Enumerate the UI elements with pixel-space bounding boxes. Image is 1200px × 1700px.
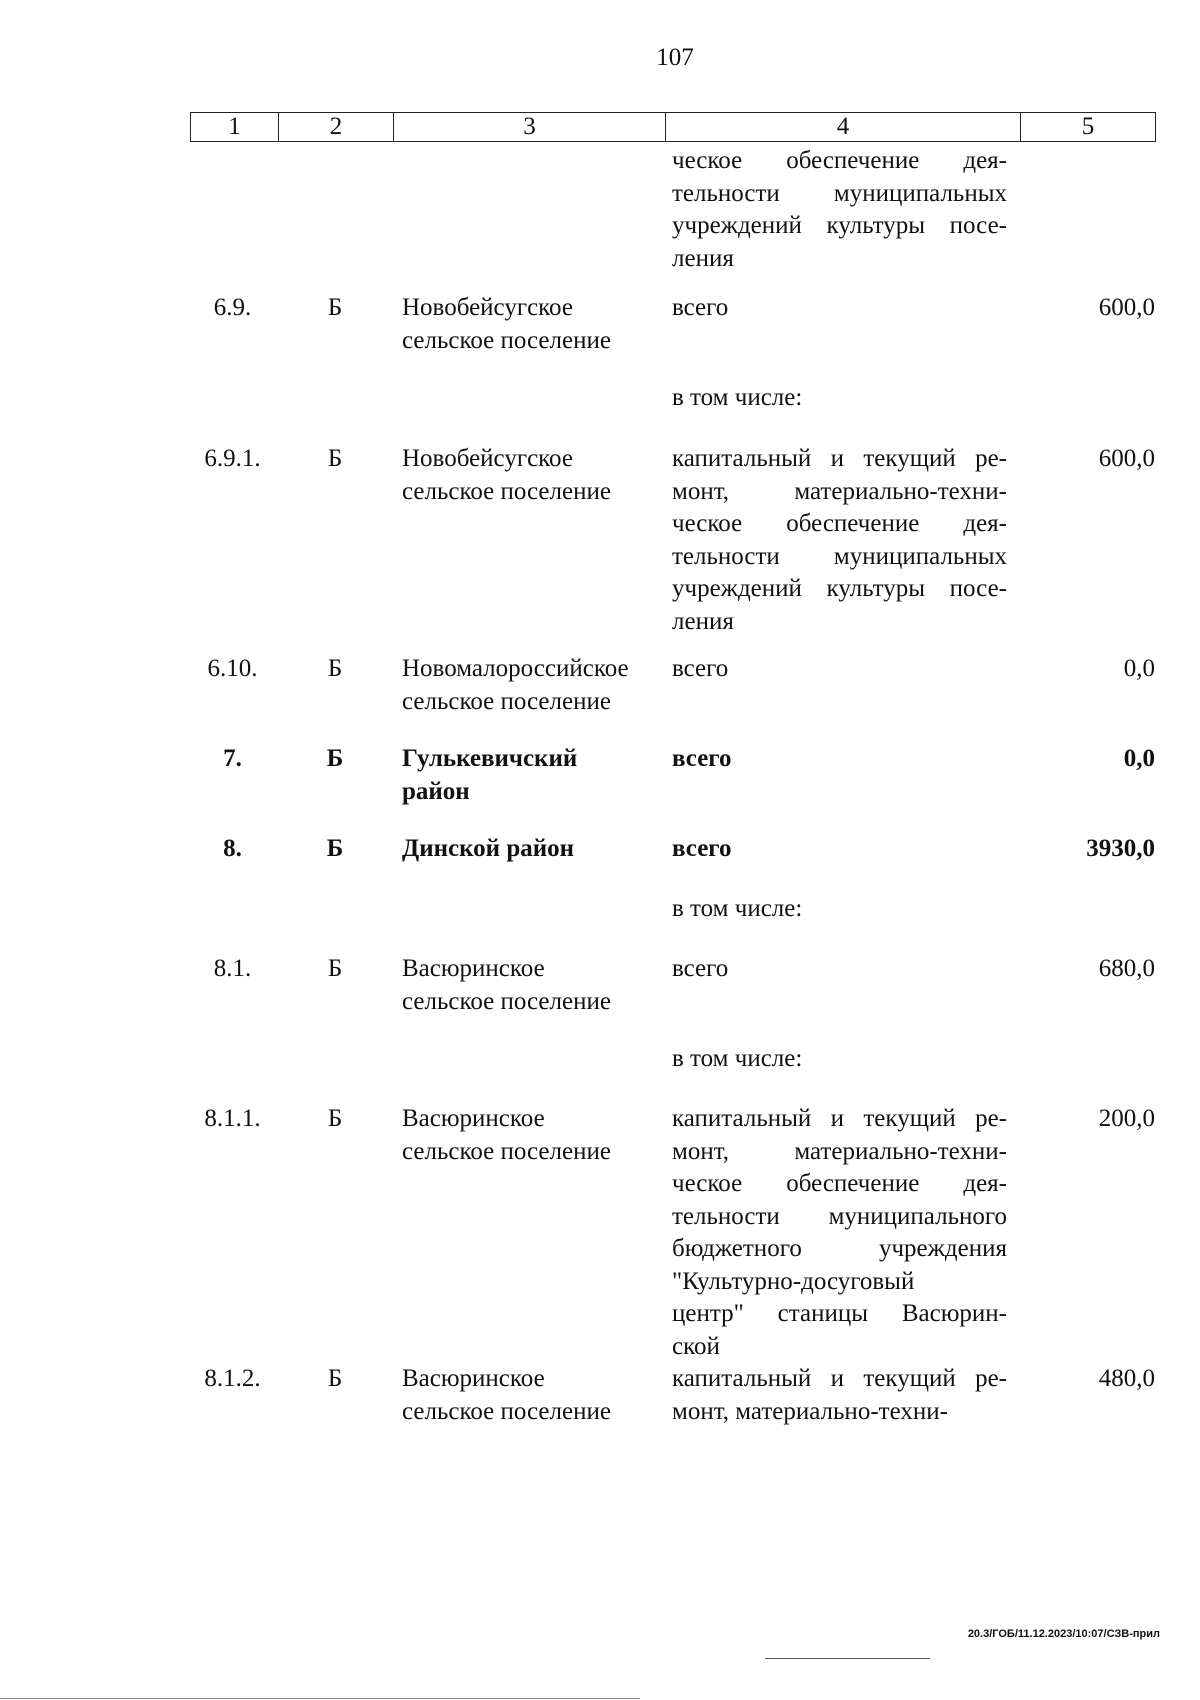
row-category: Б [326, 835, 344, 862]
row-number: 6.10. [207, 655, 258, 682]
municipality-line: сельское поселение [402, 687, 611, 715]
row-amount: 600,0 [1098, 445, 1155, 472]
row-number: 7. [223, 745, 242, 772]
row-category: Б [327, 955, 343, 982]
description-line: всего [672, 294, 729, 321]
row-municipality [402, 653, 662, 718]
description-line: тельности муниципальных [672, 179, 1007, 207]
row-municipality [402, 292, 662, 357]
description-line: всего [672, 655, 729, 682]
description-line: всего [672, 745, 732, 772]
municipality-line: Новобейсугское [402, 445, 573, 472]
row-description [672, 1103, 1007, 1363]
description-line: бюджетного учреждения [672, 1235, 1007, 1262]
description-line: в том числе: [672, 895, 803, 922]
municipality-line: сельское поселение [402, 987, 611, 1015]
row-description [672, 833, 1007, 866]
row-amount: 680,0 [1098, 955, 1155, 982]
row-description [672, 443, 1007, 638]
row-category: Б [327, 655, 343, 682]
column-number-header [190, 112, 1156, 142]
description-line: капитальный и текущий ре- [672, 1105, 1007, 1132]
row-description [672, 1043, 1007, 1076]
row-amount: 3930,0 [1086, 835, 1155, 862]
description-line: учреждений культуры посе- [672, 212, 1007, 239]
row-description [672, 292, 1007, 325]
row-description [672, 145, 1007, 275]
row-municipality [402, 743, 662, 808]
row-description [672, 382, 1007, 415]
municipality-line: сельское поселение [402, 1397, 611, 1425]
description-line: всего [672, 955, 729, 982]
row-description [672, 893, 1007, 926]
header-col-4: 4 [666, 113, 1021, 142]
row-number: 6.9. [213, 294, 252, 321]
description-line: монт, материально-техни- [672, 1397, 948, 1425]
municipality-line: Новомалороссийское [402, 655, 629, 682]
description-line: ческое обеспечение дея- [672, 1170, 1007, 1197]
description-line: учреждений культуры посе- [672, 575, 1007, 602]
row-municipality [402, 833, 662, 866]
description-line: ской [672, 1332, 720, 1360]
description-line: ления [672, 244, 734, 272]
municipality-line: сельское поселение [402, 326, 611, 354]
row-amount: 600,0 [1098, 294, 1155, 321]
description-line: в том числе: [672, 384, 803, 411]
row-number: 8.1.1. [204, 1105, 261, 1132]
description-line: ческое обеспечение дея- [672, 147, 1007, 174]
description-line: всего [672, 835, 732, 862]
row-municipality [402, 953, 662, 1018]
municipality-line: Васюринское [402, 955, 545, 982]
description-line: тельности муниципальных [672, 542, 1007, 570]
page-number: 107 [656, 44, 694, 71]
description-line: в том числе: [672, 1045, 803, 1072]
description-line: ления [672, 607, 734, 635]
municipality-line: Васюринское [402, 1105, 545, 1132]
row-amount: 480,0 [1098, 1365, 1155, 1392]
municipality-line: Васюринское [402, 1365, 545, 1392]
description-line: центр" станицы Васюрин- [672, 1300, 1007, 1327]
document-code: 20.3/ГОБ/11.12.2023/10:07/СЗВ-прил [967, 1628, 1160, 1640]
row-category: Б [327, 445, 343, 472]
municipality-line: район [402, 777, 470, 805]
scan-edge-line [0, 1698, 640, 1699]
row-category: Б [327, 1105, 343, 1132]
header-col-2: 2 [279, 113, 394, 142]
row-municipality [402, 1103, 662, 1168]
row-amount: 0,0 [1123, 745, 1155, 772]
municipality-line: сельское поселение [402, 477, 611, 505]
description-line: тельности муниципального [672, 1202, 1007, 1230]
municipality-line: Динской район [402, 835, 575, 862]
description-line: капитальный и текущий ре- [672, 445, 1007, 472]
description-line: монт, материально-техни- [672, 1137, 1007, 1165]
header-col-1: 1 [191, 113, 279, 142]
row-amount: 200,0 [1098, 1105, 1155, 1132]
row-number: 8.1.2. [204, 1365, 261, 1392]
description-line: монт, материально-техни- [672, 477, 1007, 505]
row-description [672, 953, 1007, 986]
description-line: ческое обеспечение дея- [672, 510, 1007, 537]
municipality-line: Гулькевичский [402, 745, 578, 772]
row-amount: 0,0 [1123, 655, 1155, 682]
municipality-line: сельское поселение [402, 1137, 611, 1165]
row-number: 8. [223, 835, 242, 862]
row-category: Б [327, 294, 343, 321]
row-description [672, 653, 1007, 686]
row-description [672, 1363, 1007, 1428]
header-col-3: 3 [394, 113, 666, 142]
header-col-5: 5 [1021, 113, 1156, 142]
row-category: Б [326, 745, 344, 772]
row-description [672, 743, 1007, 776]
row-category: Б [327, 1365, 343, 1392]
row-municipality [402, 1363, 662, 1428]
municipality-line: Новобейсугское [402, 294, 573, 321]
description-line: капитальный и текущий ре- [672, 1365, 1007, 1392]
row-number: 8.1. [213, 955, 252, 982]
description-line: "Культурно-досуговый [672, 1267, 915, 1295]
row-number: 6.9.1. [204, 445, 261, 472]
footer-rule [765, 1658, 930, 1659]
row-municipality [402, 443, 662, 508]
